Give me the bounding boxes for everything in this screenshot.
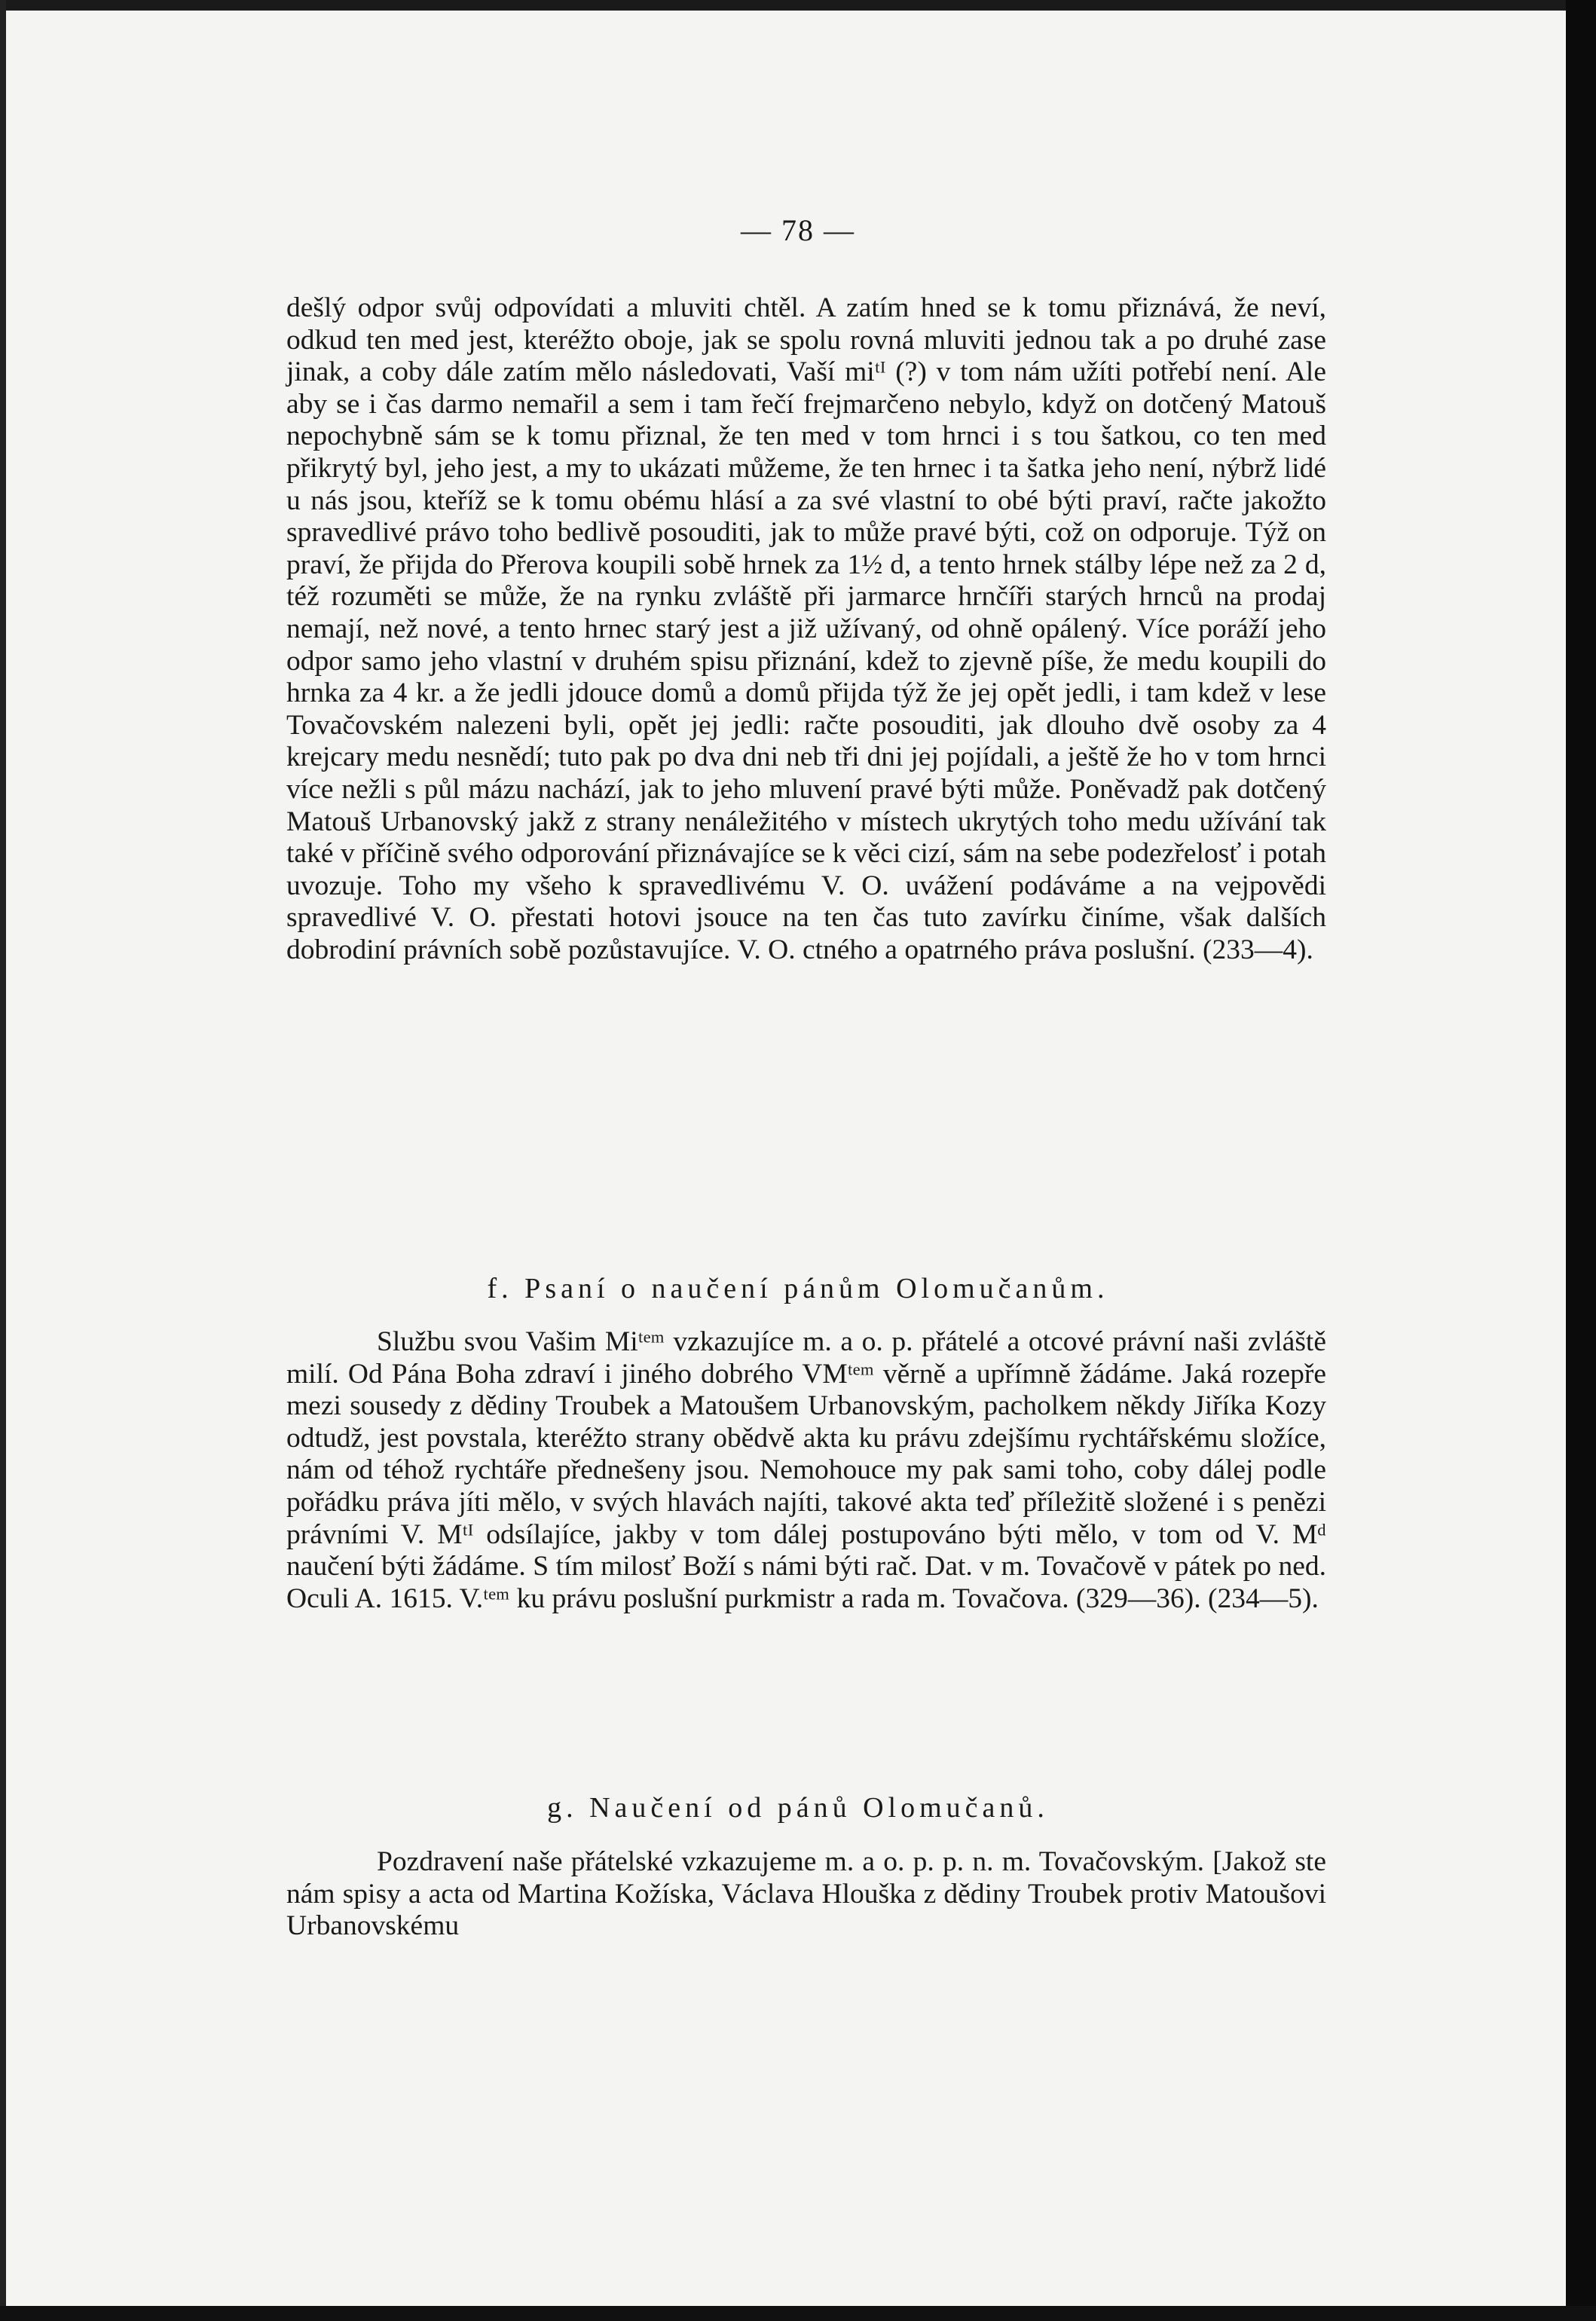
paragraph-3: Pozdravení naše přátelské vzkazujeme m. a o. p. p. n. m. Tovačovským. [Jakož ste nám spisy a acta od Martina Kožíska, Václava Hlouška z dědiny Troubek protiv Matoušovi Urbanovskému [286,1846,1326,1942]
scan-edge-right [1566,0,1596,2321]
paragraph-2: Službu svou Vašim Miᵗᵉᵐ vzkazujíce m. a o. p. přátelé a otcové právní naši zvláště milí. Od Pána Boha zdraví i jiného dobrého VMᵗᵉᵐ věrně a upřímně žádáme. Jaká rozepře mezi sousedy z dědiny Troubek a Matoušem Urbanovským, pacholkem někdy Jiříka Kozy odtudž, jest povstala, kteréžto strany obědvě akta ku právu zdejšímu rychtářskému složíce, nám od téhož rychtáře přednešeny jsou. Nemohouce my pak sami toho, coby dálej podle pořádku práva jíti mělo, v svých hlavách najíti, takové akta teď příležitě složené i s penězi právními V. Mᵗᴵ odsílajíce, jakby v tom dálej postupováno býti mělo, v tom od V. Mᵈ naučení býti žádáme. S tím milosť Boží s námi býti rač. Dat. v m. Tovačově v pátek po ned. Oculi A. 1615. V.ᵗᵉᵐ ku právu poslušní purkmistr a rada m. Tovačova. (329—36). (234—5). [286,1326,1326,1614]
section-heading-f: f. Psaní o naučení pánům Olomučanům. [487,1273,1109,1304]
paragraph-1: dešlý odpor svůj odpovídati a mluviti chtěl. A zatím hned se k tomu přiznává, že neví, odkud ten med jest, kteréžto oboje, jak se spolu rovná mluviti jednou tak a po druhé zase jinak, a coby dále zatím mělo následovati, Vaší miᵗᴵ (?) v tom nám užíti potřebí není. Ale aby se i čas darmo nemařil a sem i tam řečí frejmarčeno nebylo, když on dotčený Matouš nepochybně sám se k tomu přiznal, že ten med v tom hrnci i s tou šatkou, co ten med přikrytý byl, jeho jest, a my to ukázati můžeme, že ten hrnec i ta šatka jeho není, nýbrž lidé u nás jsou, kteříž se k tomu obému hlásí a za své vlastní to obé býti praví, račte jakožto spravedlivé právo toho bedlivě posouditi, jak to může pravé býti, což on odporuje. Týž on praví, že přijda do Přerova koupili sobě hrnek za 1½ d, a tento hrnek stálby lépe než za 2 d, též rozuměti se může, že na rynku zvláště při jarmarce hrnčíři starých hrnců na prodaj nemají, než nové, a tento hrnec starý jest a již užívaný, od ohně opálený. Více poráží jeho odpor samo jeho vlastní v druhém spisu přiznání, kdež to zjevně píše, že medu koupili do hrnka za 4 kr. a že jedli jdouce domů a domů přijda týž že jej opět jedli, i tam kdež v lese Tovačovském nalezeni byli, opět jej jedli: račte posouditi, jak dlouho dvě osoby za 4 krejcary medu nesnědí; tuto pak po dva dni neb tři dni jej pojídali, a ještě že ho v tom hrnci více nežli s půl mázu nachází, jak to jeho mluvení pravé býti může. Poněvadž pak dotčený Matouš Urbanovský jakž z strany nenáležitého v místech ukrytých toho medu užívání tak také v příčině svého odporování přiznávajíce se k věci cizí, sám na sebe podezřelosť i potah uvozuje. Toho my všeho k spravedlivému V. O. uvážení podáváme a na vejpovědi spravedlivé V. O. přestati hotovi jsouce na ten čas tuto zavírku činíme, však dalších dobrodiní právních sobě pozůstavujíce. V. O. ctného a opatrného práva poslušní. (233—4). [286,292,1326,965]
page-number: — 78 — [741,213,855,247]
section-heading-g: g. Naučení od pánů Olomučanů. [547,1792,1049,1824]
scan-edge-left [0,0,6,2321]
scan-edge-bottom [0,2306,1596,2321]
scan-edge-top [0,0,1596,11]
